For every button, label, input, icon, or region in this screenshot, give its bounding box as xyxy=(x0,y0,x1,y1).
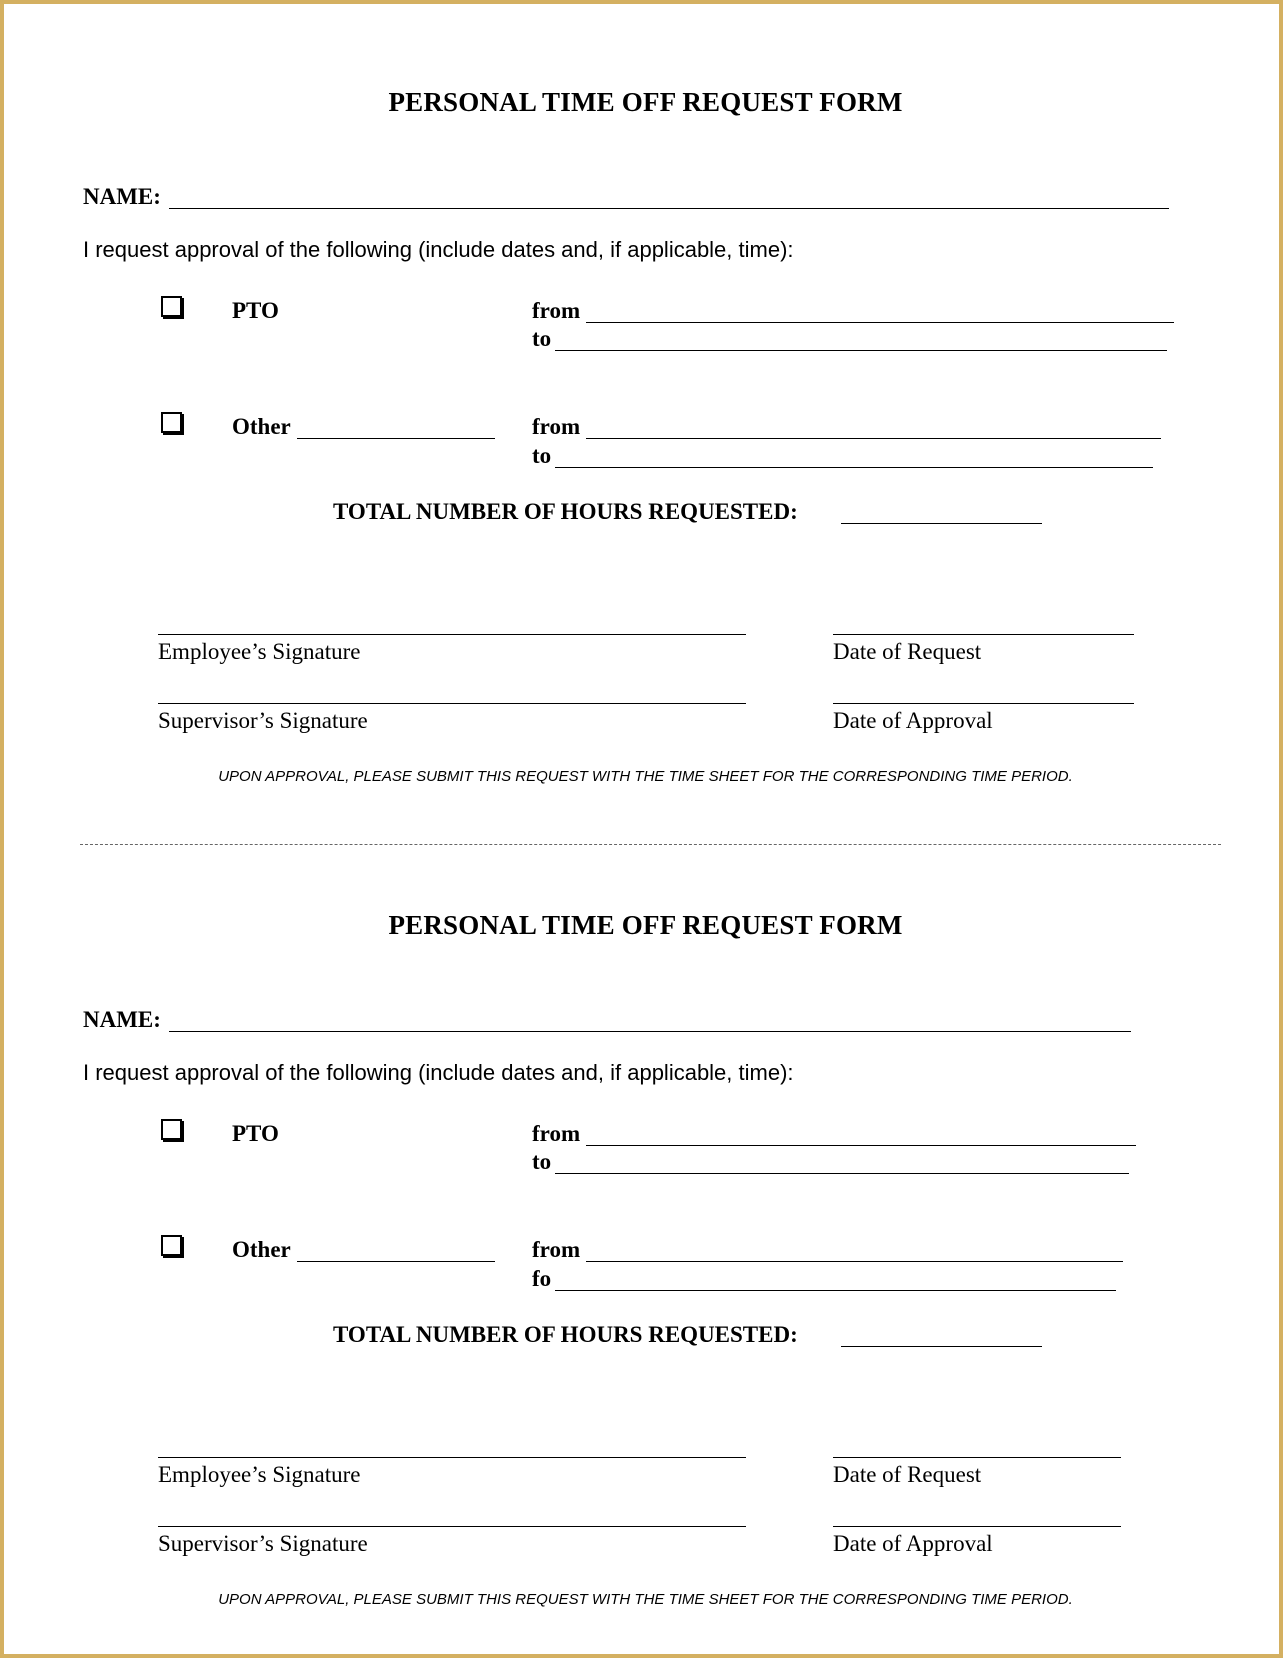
total-hours-line[interactable] xyxy=(841,1346,1042,1347)
instruction-text: I request approval of the following (include dates and, if applicable, time): xyxy=(83,237,794,262)
employee-signature-label: Employee’s Signature xyxy=(158,639,361,664)
pto-checkbox[interactable] xyxy=(161,296,182,317)
total-hours-label: TOTAL NUMBER OF HOURS REQUESTED: xyxy=(333,499,798,524)
pto-from-label: from xyxy=(532,1121,581,1146)
date-of-approval-label: Date of Approval xyxy=(833,708,993,733)
employee-signature-line[interactable] xyxy=(158,1457,746,1458)
pto-to-line[interactable] xyxy=(555,1173,1129,1174)
date-of-request-label: Date of Request xyxy=(833,1462,982,1487)
other-label: Other xyxy=(232,414,291,439)
pto-to-line[interactable] xyxy=(555,350,1167,351)
name-line[interactable] xyxy=(169,208,1169,209)
form-title: PERSONAL TIME OFF REQUEST FORM xyxy=(388,910,903,940)
date-of-approval-line[interactable] xyxy=(833,703,1134,704)
other-from-line[interactable] xyxy=(586,1261,1123,1262)
supervisor-signature-line[interactable] xyxy=(158,703,746,704)
other-label: Other xyxy=(232,1237,291,1262)
pto-checkbox[interactable] xyxy=(161,1119,182,1140)
other-from-label: from xyxy=(532,414,581,439)
date-of-approval-line[interactable] xyxy=(833,1526,1121,1527)
pto-to-label: to xyxy=(532,326,552,351)
date-of-approval-label: Date of Approval xyxy=(833,1531,993,1556)
other-checkbox[interactable] xyxy=(161,1235,182,1256)
other-to-line[interactable] xyxy=(555,467,1153,468)
other-to-label: to xyxy=(532,443,552,468)
other-description-line[interactable] xyxy=(297,1261,495,1262)
pto-from-line[interactable] xyxy=(586,322,1174,323)
other-to-line[interactable] xyxy=(555,1290,1116,1291)
pto-from-line[interactable] xyxy=(586,1145,1136,1146)
total-hours-label: TOTAL NUMBER OF HOURS REQUESTED: xyxy=(333,1322,798,1347)
instruction-text: I request approval of the following (include dates and, if applicable, time): xyxy=(83,1060,794,1085)
date-of-request-line[interactable] xyxy=(833,634,1134,635)
other-from-line[interactable] xyxy=(586,438,1161,439)
other-from-label: from xyxy=(532,1237,581,1262)
employee-signature-label: Employee’s Signature xyxy=(158,1462,361,1487)
request-form-top xyxy=(4,4,1283,804)
date-of-request-label: Date of Request xyxy=(833,639,982,664)
supervisor-signature-label: Supervisor’s Signature xyxy=(158,708,368,733)
request-form-bottom xyxy=(4,827,1283,1627)
submission-note: UPON APPROVAL, PLEASE SUBMIT THIS REQUEST WITH THE TIME SHEET FOR THE CORRESPONDING TIME PERIOD. xyxy=(218,1591,1073,1608)
name-label: NAME: xyxy=(83,1007,161,1032)
supervisor-signature-line[interactable] xyxy=(158,1526,746,1527)
pto-label: PTO xyxy=(232,298,279,323)
submission-note: UPON APPROVAL, PLEASE SUBMIT THIS REQUEST WITH THE TIME SHEET FOR THE CORRESPONDING TIME PERIOD. xyxy=(218,768,1073,785)
pto-to-label: to xyxy=(532,1149,552,1174)
pto-from-label: from xyxy=(532,298,581,323)
total-hours-line[interactable] xyxy=(841,523,1042,524)
name-label: NAME: xyxy=(83,184,161,209)
form-title: PERSONAL TIME OFF REQUEST FORM xyxy=(388,87,903,117)
date-of-request-line[interactable] xyxy=(833,1457,1121,1458)
supervisor-signature-label: Supervisor’s Signature xyxy=(158,1531,368,1556)
pto-label: PTO xyxy=(232,1121,279,1146)
other-description-line[interactable] xyxy=(297,438,495,439)
name-line[interactable] xyxy=(169,1031,1131,1032)
employee-signature-line[interactable] xyxy=(158,634,746,635)
other-checkbox[interactable] xyxy=(161,412,182,433)
other-to-label: fo xyxy=(532,1266,552,1291)
